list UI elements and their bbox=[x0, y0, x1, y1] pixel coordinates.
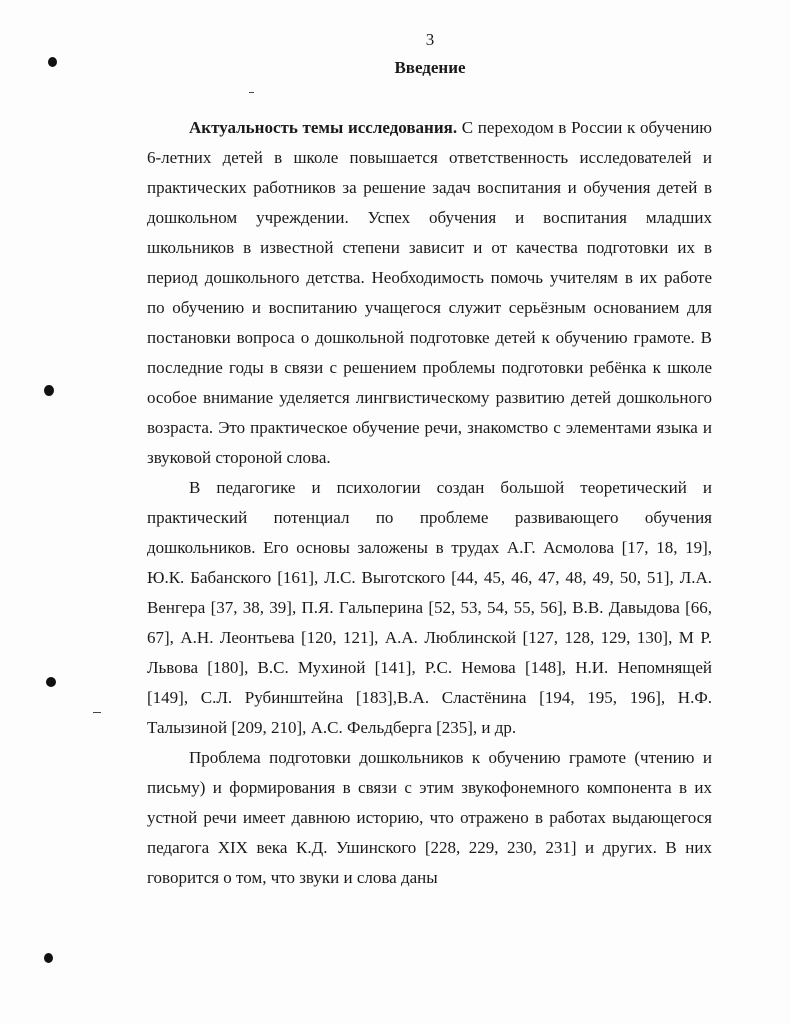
scan-hole-mark bbox=[44, 385, 54, 396]
paragraph-text: С переходом в России к обучению 6-летних детей в школе повышается ответственность исследователей и практических работников за решение задач воспитания и обучения детей в дошкольном учреждении. Успех обучения и воспитания младших школьников в известной степени зависит и от качества подготовки их в период дошкольного детства. Необходимость помочь учителям в их работе по обучению и воспитанию учащегося служит серьёзным основанием для постановки вопроса о дошкольной подготовке детей к обучению грамоте. В последние годы в связи с решением проблемы подготовки ребёнка к школе особое внимание уделяется лингвистическому развитию детей дошкольного возраста. Это практическое обучение речи, знакомство с элементами языка и звуковой стороной слова. bbox=[147, 118, 712, 467]
scan-mark bbox=[93, 712, 101, 713]
body-text bbox=[147, 113, 712, 893]
paragraph-lead: Актуальность темы исследования. bbox=[189, 118, 458, 137]
scan-hole-mark bbox=[44, 953, 53, 963]
scan-hole-mark bbox=[46, 677, 56, 687]
paragraph-1 bbox=[147, 113, 712, 473]
scan-mark bbox=[249, 92, 254, 93]
paragraph-3: Проблема подготовки дошкольников к обучению грамоте (чтению и письму) и формирования в связи с этим звукофонемного компонента в их устной речи имеет давнюю историю, что отражено в работах выдающегося педагога XIX века К.Д. Ушинского [228, 229, 230, 231] и других. В них говорится о том, что звуки и слова даны bbox=[147, 748, 712, 887]
scan-hole-mark bbox=[48, 57, 57, 67]
paragraph-2: В педагогике и психологии создан большой теоретический и практический потенциал по проблеме развивающего обучения дошкольников. Его основы заложены в трудах А.Г. Асмолова [17, 18, 19], Ю.К. Бабанского [161], Л.С. Выготского [44, 45, 46, 47, 48, 49, 50, 51], Л.А. Венгера [37, 38, 39], П.Я. Гальперина [52, 53, 54, 55, 56], В.В. Давыдова [66, 67], А.Н. Леонтьева [120, 121], А.А. Люблинской [127, 128, 129, 130], М Р. Львова [180], В.С. Мухиной [141], Р.С. Немова [148], Н.И. Непомнящей [149], С.Л. Рубинштейна [183],В.А. Сластёнина [194, 195, 196], Н.Ф. Талызиной [209, 210], А.С. Фельдберга [235], и др. bbox=[147, 478, 712, 737]
section-heading: Введение bbox=[394, 58, 466, 77]
page-number: 3 bbox=[425, 30, 435, 49]
